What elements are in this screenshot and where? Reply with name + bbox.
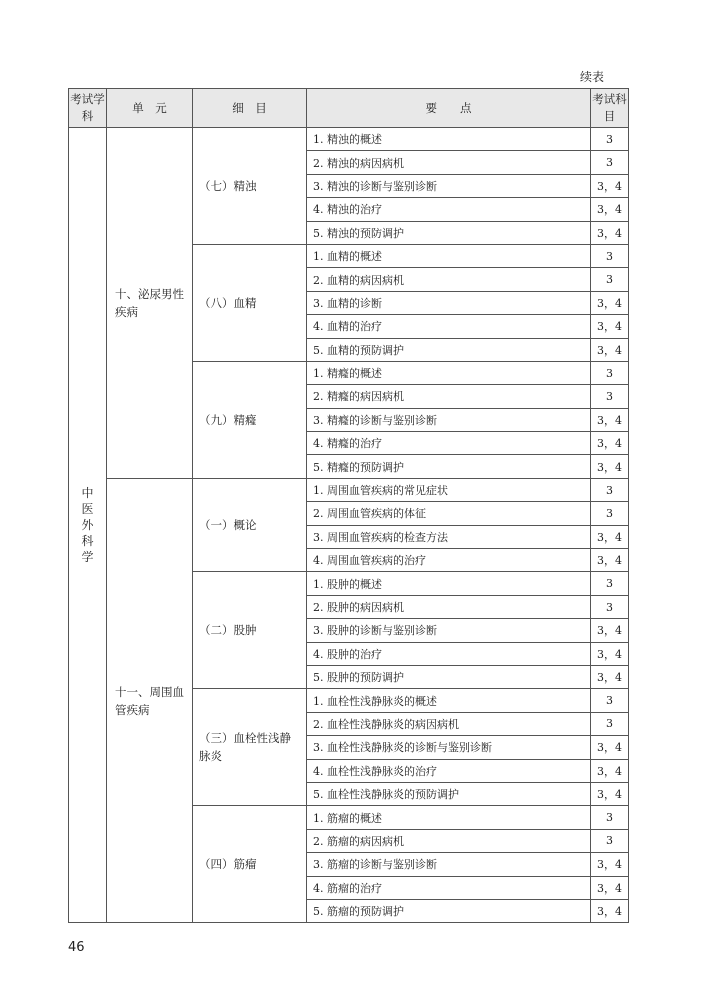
syllabus-table [68, 88, 629, 923]
point-cell: 5. 股肿的预防调护 [307, 665, 591, 688]
point-cell: 2. 精癃的病因病机 [307, 385, 591, 408]
point-cell: 4. 血栓性浅静脉炎的治疗 [307, 759, 591, 782]
unit-cell: 十一、周围血管疾病 [107, 478, 193, 922]
point-cell: 3. 血精的诊断 [307, 291, 591, 314]
exam-cell: 3 [591, 502, 629, 525]
exam-cell: 3，4 [591, 759, 629, 782]
point-cell: 5. 筋瘤的预防调护 [307, 899, 591, 922]
exam-cell: 3 [591, 829, 629, 852]
point-cell: 1. 精癃的概述 [307, 361, 591, 384]
subject-label: 中医外科学 [81, 486, 94, 565]
exam-cell: 3，4 [591, 525, 629, 548]
exam-cell: 3，4 [591, 642, 629, 665]
exam-cell: 3，4 [591, 455, 629, 478]
header-subject: 考试学科 [69, 89, 107, 128]
exam-cell: 3，4 [591, 899, 629, 922]
exam-cell: 3 [591, 595, 629, 618]
table-row [69, 478, 629, 501]
exam-cell: 3 [591, 712, 629, 735]
point-cell: 3. 周围血管疾病的检查方法 [307, 525, 591, 548]
point-cell: 4. 周围血管疾病的治疗 [307, 549, 591, 572]
exam-cell: 3，4 [591, 665, 629, 688]
exam-cell: 3，4 [591, 198, 629, 221]
exam-cell: 3，4 [591, 432, 629, 455]
header-points: 要 点 [307, 89, 591, 128]
exam-cell: 3 [591, 572, 629, 595]
point-cell: 2. 筋瘤的病因病机 [307, 829, 591, 852]
header-item: 细 目 [193, 89, 307, 128]
exam-cell: 3 [591, 268, 629, 291]
exam-cell: 3 [591, 806, 629, 829]
item-cell: （八）血精 [193, 244, 307, 361]
point-cell: 3. 筋瘤的诊断与鉴别诊断 [307, 853, 591, 876]
exam-cell: 3，4 [591, 782, 629, 805]
point-cell: 4. 精浊的治疗 [307, 198, 591, 221]
item-cell: （二）股肿 [193, 572, 307, 689]
exam-cell: 3，4 [591, 291, 629, 314]
continuation-label: 续表 [580, 70, 605, 84]
point-cell: 1. 筋瘤的概述 [307, 806, 591, 829]
exam-cell: 3 [591, 478, 629, 501]
point-cell: 2. 血精的病因病机 [307, 268, 591, 291]
header-unit: 单 元 [107, 89, 193, 128]
exam-cell: 3，4 [591, 221, 629, 244]
point-cell: 2. 精浊的病因病机 [307, 151, 591, 174]
item-cell: （九）精癃 [193, 361, 307, 478]
exam-cell: 3，4 [591, 549, 629, 572]
point-cell: 2. 血栓性浅静脉炎的病因病机 [307, 712, 591, 735]
exam-cell: 3，4 [591, 315, 629, 338]
header-exam: 考试科目 [591, 89, 629, 128]
exam-cell: 3，4 [591, 853, 629, 876]
point-cell: 4. 筋瘤的治疗 [307, 876, 591, 899]
point-cell: 2. 股肿的病因病机 [307, 595, 591, 618]
point-cell: 4. 血精的治疗 [307, 315, 591, 338]
item-cell: （四）筋瘤 [193, 806, 307, 923]
point-cell: 3. 血栓性浅静脉炎的诊断与鉴别诊断 [307, 736, 591, 759]
table-row [69, 128, 629, 151]
point-cell: 5. 精浊的预防调护 [307, 221, 591, 244]
table-header-row [69, 89, 629, 128]
exam-cell: 3，4 [591, 408, 629, 431]
exam-cell: 3，4 [591, 338, 629, 361]
exam-cell: 3，4 [591, 876, 629, 899]
point-cell: 4. 精癃的治疗 [307, 432, 591, 455]
page-number: 46 [68, 940, 85, 955]
point-cell: 4. 股肿的治疗 [307, 642, 591, 665]
table-body [69, 128, 629, 923]
point-cell: 5. 血栓性浅静脉炎的预防调护 [307, 782, 591, 805]
point-cell: 5. 血精的预防调护 [307, 338, 591, 361]
item-cell: （三）血栓性浅静脉炎 [193, 689, 307, 806]
item-cell: （一）概论 [193, 478, 307, 572]
point-cell: 3. 精浊的诊断与鉴别诊断 [307, 174, 591, 197]
point-cell: 3. 精癃的诊断与鉴别诊断 [307, 408, 591, 431]
exam-cell: 3 [591, 385, 629, 408]
exam-cell: 3 [591, 689, 629, 712]
point-cell: 1. 血精的概述 [307, 244, 591, 267]
item-cell: （七）精浊 [193, 128, 307, 245]
exam-cell: 3，4 [591, 619, 629, 642]
exam-cell: 3 [591, 244, 629, 267]
exam-cell: 3，4 [591, 736, 629, 759]
exam-cell: 3，4 [591, 174, 629, 197]
point-cell: 1. 周围血管疾病的常见症状 [307, 478, 591, 501]
exam-cell: 3 [591, 151, 629, 174]
point-cell: 5. 精癃的预防调护 [307, 455, 591, 478]
unit-cell: 十、泌尿男性疾病 [107, 128, 193, 479]
exam-cell: 3 [591, 128, 629, 151]
point-cell: 1. 精浊的概述 [307, 128, 591, 151]
point-cell: 1. 股肿的概述 [307, 572, 591, 595]
exam-cell: 3 [591, 361, 629, 384]
point-cell: 2. 周围血管疾病的体征 [307, 502, 591, 525]
point-cell: 1. 血栓性浅静脉炎的概述 [307, 689, 591, 712]
point-cell: 3. 股肿的诊断与鉴别诊断 [307, 619, 591, 642]
subject-cell [69, 128, 107, 923]
